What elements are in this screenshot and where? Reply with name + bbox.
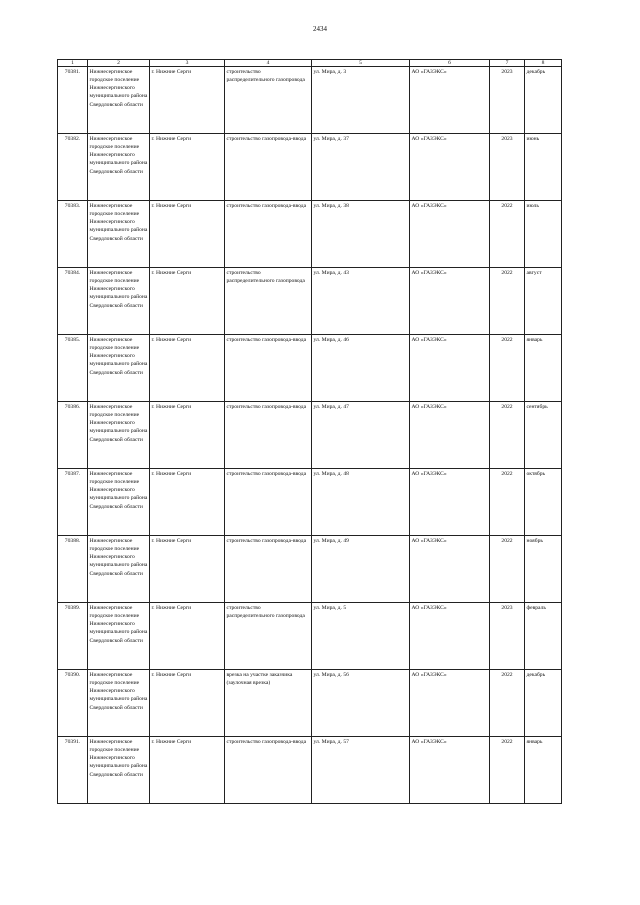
organization-cell: АО «ГАЗЭКС» xyxy=(410,670,490,737)
table-row xyxy=(58,201,562,268)
locality-cell: г. Нижние Серги xyxy=(150,469,225,536)
column-header: 7 xyxy=(490,60,525,67)
address-cell: ул. Мира, д. 5 xyxy=(312,603,410,670)
row-number: 70391. xyxy=(58,737,88,804)
month-cell: декабрь xyxy=(525,67,562,134)
organization-cell: АО «ГАЗЭКС» xyxy=(410,201,490,268)
page-number: 2434 xyxy=(313,25,327,33)
address-cell: ул. Мира, д. 37 xyxy=(312,134,410,201)
work-type-cell: строительство газопровода-ввода xyxy=(225,402,312,469)
address-cell: ул. Мира, д. 3 xyxy=(312,67,410,134)
year-cell: 2022 xyxy=(490,201,525,268)
table-row xyxy=(58,737,562,804)
organization-cell: АО «ГАЗЭКС» xyxy=(410,469,490,536)
address-cell: ул. Мира, д. 43 xyxy=(312,268,410,335)
month-cell: декабрь xyxy=(525,670,562,737)
work-type-cell: врезка на участке заказчика (заулочная врезка) xyxy=(225,670,312,737)
settlement-cell: Нижнесергинское городское поселение Нижнесергинского муниципального района Свердловской области xyxy=(88,67,150,134)
column-header: 1 xyxy=(58,60,88,67)
locality-cell: г. Нижние Серги xyxy=(150,402,225,469)
month-cell: январь xyxy=(525,737,562,804)
year-cell: 2022 xyxy=(490,737,525,804)
settlement-cell: Нижнесергинское городское поселение Нижнесергинского муниципального района Свердловской области xyxy=(88,670,150,737)
table-row xyxy=(58,603,562,670)
table-row xyxy=(58,536,562,603)
work-type-cell: строительство газопровода-ввода xyxy=(225,737,312,804)
organization-cell: АО «ГАЗЭКС» xyxy=(410,536,490,603)
locality-cell: г. Нижние Серги xyxy=(150,670,225,737)
work-type-cell: строительство распределительного газопровода xyxy=(225,67,312,134)
year-cell: 2023 xyxy=(490,603,525,670)
year-cell: 2022 xyxy=(490,335,525,402)
column-header: 4 xyxy=(225,60,312,67)
column-number-row xyxy=(58,60,562,67)
column-header: 2 xyxy=(88,60,150,67)
work-type-cell: строительство газопровода-ввода xyxy=(225,469,312,536)
table-row xyxy=(58,402,562,469)
month-cell: февраль xyxy=(525,603,562,670)
organization-cell: АО «ГАЗЭКС» xyxy=(410,603,490,670)
settlement-cell: Нижнесергинское городское поселение Нижнесергинского муниципального района Свердловской области xyxy=(88,536,150,603)
settlement-cell: Нижнесергинское городское поселение Нижнесергинского муниципального района Свердловской области xyxy=(88,335,150,402)
month-cell: июнь xyxy=(525,134,562,201)
work-type-cell: строительство газопровода-ввода xyxy=(225,201,312,268)
row-number: 70382. xyxy=(58,134,88,201)
month-cell: сентябрь xyxy=(525,402,562,469)
locality-cell: г. Нижние Серги xyxy=(150,603,225,670)
address-cell: ул. Мира, д. 49 xyxy=(312,536,410,603)
locality-cell: г. Нижние Серги xyxy=(150,201,225,268)
organization-cell: АО «ГАЗЭКС» xyxy=(410,134,490,201)
table-row xyxy=(58,67,562,134)
locality-cell: г. Нижние Серги xyxy=(150,335,225,402)
month-cell: июль xyxy=(525,201,562,268)
organization-cell: АО «ГАЗЭКС» xyxy=(410,737,490,804)
table-row xyxy=(58,469,562,536)
row-number: 70388. xyxy=(58,536,88,603)
year-cell: 2022 xyxy=(490,670,525,737)
locality-cell: г. Нижние Серги xyxy=(150,134,225,201)
year-cell: 2022 xyxy=(490,536,525,603)
address-cell: ул. Мира, д. 46 xyxy=(312,335,410,402)
locality-cell: г. Нижние Серги xyxy=(150,67,225,134)
month-cell: январь xyxy=(525,335,562,402)
work-type-cell: строительство распределительного газопровода xyxy=(225,268,312,335)
row-number: 70387. xyxy=(58,469,88,536)
table-row xyxy=(58,335,562,402)
settlement-cell: Нижнесергинское городское поселение Нижнесергинского муниципального района Свердловской области xyxy=(88,134,150,201)
row-number: 70390. xyxy=(58,670,88,737)
year-cell: 2022 xyxy=(490,268,525,335)
settlement-cell: Нижнесергинское городское поселение Нижнесергинского муниципального района Свердловской области xyxy=(88,737,150,804)
year-cell: 2023 xyxy=(490,134,525,201)
address-cell: ул. Мира, д. 56 xyxy=(312,670,410,737)
row-number: 70385. xyxy=(58,335,88,402)
work-type-cell: строительство газопровода-ввода xyxy=(225,335,312,402)
month-cell: ноябрь xyxy=(525,536,562,603)
locality-cell: г. Нижние Серги xyxy=(150,536,225,603)
settlement-cell: Нижнесергинское городское поселение Нижнесергинского муниципального района Свердловской области xyxy=(88,603,150,670)
table-row xyxy=(58,670,562,737)
table-row xyxy=(58,134,562,201)
row-number: 70381. xyxy=(58,67,88,134)
column-header: 3 xyxy=(150,60,225,67)
locality-cell: г. Нижние Серги xyxy=(150,737,225,804)
organization-cell: АО «ГАЗЭКС» xyxy=(410,335,490,402)
address-cell: ул. Мира, д. 47 xyxy=(312,402,410,469)
address-cell: ул. Мира, д. 57 xyxy=(312,737,410,804)
organization-cell: АО «ГАЗЭКС» xyxy=(410,67,490,134)
year-cell: 2022 xyxy=(490,469,525,536)
work-type-cell: строительство распределительного газопровода xyxy=(225,603,312,670)
address-cell: ул. Мира, д. 38 xyxy=(312,201,410,268)
row-number: 70386. xyxy=(58,402,88,469)
year-cell: 2022 xyxy=(490,402,525,469)
settlement-cell: Нижнесергинское городское поселение Нижнесергинского муниципального района Свердловской области xyxy=(88,469,150,536)
month-cell: октябрь xyxy=(525,469,562,536)
year-cell: 2023 xyxy=(490,67,525,134)
month-cell: август xyxy=(525,268,562,335)
table-row xyxy=(58,268,562,335)
work-type-cell: строительство газопровода-ввода xyxy=(225,134,312,201)
organization-cell: АО «ГАЗЭКС» xyxy=(410,268,490,335)
row-number: 70383. xyxy=(58,201,88,268)
organization-cell: АО «ГАЗЭКС» xyxy=(410,402,490,469)
settlement-cell: Нижнесергинское городское поселение Нижнесергинского муниципального района Свердловской области xyxy=(88,201,150,268)
column-header: 5 xyxy=(312,60,410,67)
row-number: 70384. xyxy=(58,268,88,335)
gasification-table xyxy=(57,59,562,804)
locality-cell: г. Нижние Серги xyxy=(150,268,225,335)
column-header: 8 xyxy=(525,60,562,67)
settlement-cell: Нижнесергинское городское поселение Нижнесергинского муниципального района Свердловской области xyxy=(88,402,150,469)
column-header: 6 xyxy=(410,60,490,67)
work-type-cell: строительство газопровода-ввода xyxy=(225,536,312,603)
address-cell: ул. Мира, д. 48 xyxy=(312,469,410,536)
settlement-cell: Нижнесергинское городское поселение Нижнесергинского муниципального района Свердловской области xyxy=(88,268,150,335)
row-number: 70389. xyxy=(58,603,88,670)
